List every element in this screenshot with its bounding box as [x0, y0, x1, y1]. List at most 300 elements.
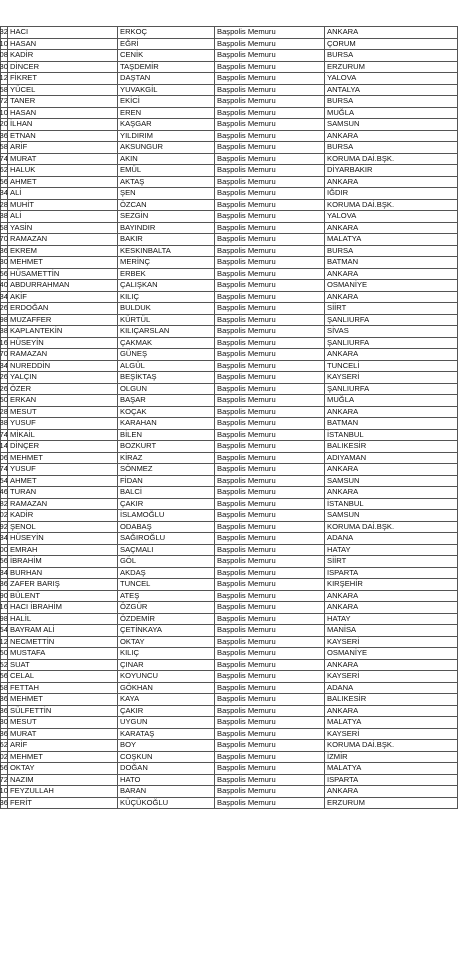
last-name-cell: TUNCEL	[118, 579, 215, 591]
row-number-cell	[1, 107, 8, 119]
unit-cell: BURSA	[325, 50, 458, 62]
rank-cell: Başpolis Memuru	[215, 406, 325, 418]
unit-cell: BALIKESİR	[325, 694, 458, 706]
rank-cell: Başpolis Memuru	[215, 648, 325, 660]
rank-cell: Başpolis Memuru	[215, 73, 325, 85]
table-row	[1, 567, 458, 579]
row-number-cell	[1, 510, 8, 522]
last-name-cell: DAŞTAN	[118, 73, 215, 85]
first-name-cell: KADİR	[8, 510, 118, 522]
first-name-cell: DİNCER	[8, 61, 118, 73]
row-number: 74	[0, 429, 8, 439]
last-name-cell: GÜNEŞ	[118, 349, 215, 361]
first-name-cell: MESUT	[8, 717, 118, 729]
row-number: 28	[0, 199, 8, 209]
unit-cell: IĞDIR	[325, 188, 458, 200]
table-row	[1, 625, 458, 637]
rank-cell: Başpolis Memuru	[215, 763, 325, 775]
row-number-cell	[1, 280, 8, 292]
unit-cell: ŞANLIURFA	[325, 314, 458, 326]
rank-cell: Başpolis Memuru	[215, 349, 325, 361]
unit-cell: ADANA	[325, 533, 458, 545]
row-number-cell	[1, 199, 8, 211]
first-name-cell: DİNÇER	[8, 441, 118, 453]
row-number-cell	[1, 579, 8, 591]
row-number: 20	[0, 119, 8, 129]
rank-cell: Başpolis Memuru	[215, 61, 325, 73]
row-number-cell	[1, 786, 8, 798]
table-row	[1, 705, 458, 717]
last-name-cell: GÖL	[118, 556, 215, 568]
unit-cell: SİİRT	[325, 556, 458, 568]
row-number: 36	[0, 705, 8, 715]
unit-cell: YALOVA	[325, 73, 458, 85]
unit-cell: ANKARA	[325, 590, 458, 602]
last-name-cell: KAYA	[118, 694, 215, 706]
rank-cell: Başpolis Memuru	[215, 291, 325, 303]
first-name-cell: YASİN	[8, 222, 118, 234]
unit-cell: ANKARA	[325, 464, 458, 476]
row-number: 26	[0, 383, 8, 393]
row-number: 56	[0, 763, 8, 773]
last-name-cell: KILIÇ	[118, 291, 215, 303]
unit-cell: OSMANİYE	[325, 648, 458, 660]
unit-cell: SİVAS	[325, 326, 458, 338]
first-name-cell: MİKAİL	[8, 429, 118, 441]
first-name-cell: FEYZULLAH	[8, 786, 118, 798]
unit-cell: ANKARA	[325, 27, 458, 39]
first-name-cell: ARİF	[8, 740, 118, 752]
last-name-cell: ÇAKIR	[118, 498, 215, 510]
rank-cell: Başpolis Memuru	[215, 84, 325, 96]
table-row	[1, 257, 458, 269]
last-name-cell: TAŞDEMİR	[118, 61, 215, 73]
table-row	[1, 694, 458, 706]
last-name-cell: KARATAŞ	[118, 728, 215, 740]
row-number: 06	[0, 452, 8, 462]
first-name-cell: MURAT	[8, 728, 118, 740]
row-number: 56	[0, 268, 8, 278]
rank-cell: Başpolis Memuru	[215, 222, 325, 234]
row-number-cell	[1, 441, 8, 453]
unit-cell: ANKARA	[325, 268, 458, 280]
unit-cell: SAMSUN	[325, 119, 458, 131]
row-number: 46	[0, 487, 8, 497]
rank-cell: Başpolis Memuru	[215, 418, 325, 430]
first-name-cell: RAMAZAN	[8, 234, 118, 246]
unit-cell: ANKARA	[325, 176, 458, 188]
unit-cell: BATMAN	[325, 418, 458, 430]
table-row	[1, 211, 458, 223]
first-name-cell: EMRAH	[8, 544, 118, 556]
table-row	[1, 475, 458, 487]
row-number: 40	[0, 280, 8, 290]
row-number: 62	[0, 740, 8, 750]
table-row	[1, 786, 458, 798]
row-number-cell	[1, 383, 8, 395]
first-name-cell: HASAN	[8, 38, 118, 50]
row-number: 58	[0, 84, 8, 94]
row-number: 30	[0, 61, 8, 71]
table-row	[1, 510, 458, 522]
first-name-cell: MEHMET	[8, 452, 118, 464]
table-row	[1, 613, 458, 625]
table-row	[1, 372, 458, 384]
first-name-cell: MEHMET	[8, 694, 118, 706]
row-number-cell	[1, 360, 8, 372]
row-number-cell	[1, 705, 8, 717]
last-name-cell: AKDAŞ	[118, 567, 215, 579]
first-name-cell: EKREM	[8, 245, 118, 257]
rank-cell: Başpolis Memuru	[215, 544, 325, 556]
row-number: 34	[0, 360, 8, 370]
row-number-cell	[1, 694, 8, 706]
unit-cell: DİYARBAKIR	[325, 165, 458, 177]
table-row	[1, 38, 458, 50]
last-name-cell: EĞRİ	[118, 38, 215, 50]
last-name-cell: ÇINAR	[118, 659, 215, 671]
row-number: 02	[0, 751, 8, 761]
table-row	[1, 636, 458, 648]
row-number: 34	[0, 291, 8, 301]
unit-cell: BURSA	[325, 245, 458, 257]
first-name-cell: HÜSEYİN	[8, 533, 118, 545]
table-row	[1, 222, 458, 234]
first-name-cell: HALİL	[8, 613, 118, 625]
row-number-cell	[1, 648, 8, 660]
rank-cell: Başpolis Memuru	[215, 441, 325, 453]
last-name-cell: EREN	[118, 107, 215, 119]
rank-cell: Başpolis Memuru	[215, 487, 325, 499]
first-name-cell: RAMAZAN	[8, 498, 118, 510]
table-row	[1, 27, 458, 39]
first-name-cell: NUREDDİN	[8, 360, 118, 372]
table-row	[1, 452, 458, 464]
row-number-cell	[1, 625, 8, 637]
table-row	[1, 165, 458, 177]
row-number: 50	[0, 395, 8, 405]
row-number-cell	[1, 740, 8, 752]
rank-cell: Başpolis Memuru	[215, 257, 325, 269]
row-number-cell	[1, 613, 8, 625]
last-name-cell: BAKIR	[118, 234, 215, 246]
first-name-cell: HÜSEYİN	[8, 337, 118, 349]
unit-cell: KAYSERİ	[325, 671, 458, 683]
table-row	[1, 291, 458, 303]
row-number-cell	[1, 556, 8, 568]
rank-cell: Başpolis Memuru	[215, 682, 325, 694]
unit-cell: SİİRT	[325, 303, 458, 315]
rank-cell: Başpolis Memuru	[215, 728, 325, 740]
rank-cell: Başpolis Memuru	[215, 659, 325, 671]
unit-cell: BURSA	[325, 142, 458, 154]
row-number-cell	[1, 717, 8, 729]
unit-cell: ISPARTA	[325, 567, 458, 579]
row-number: 56	[0, 556, 8, 566]
first-name-cell: BURHAN	[8, 567, 118, 579]
row-number-cell	[1, 84, 8, 96]
personnel-table-body	[1, 27, 458, 809]
last-name-cell: BOY	[118, 740, 215, 752]
unit-cell: ANKARA	[325, 349, 458, 361]
row-number-cell	[1, 222, 8, 234]
row-number-cell	[1, 73, 8, 85]
table-row	[1, 326, 458, 338]
table-row	[1, 107, 458, 119]
rank-cell: Başpolis Memuru	[215, 567, 325, 579]
table-row	[1, 533, 458, 545]
row-number: 34	[0, 533, 8, 543]
table-row	[1, 383, 458, 395]
row-number-cell	[1, 521, 8, 533]
row-number-cell	[1, 268, 8, 280]
row-number: 74	[0, 464, 8, 474]
rank-cell: Başpolis Memuru	[215, 153, 325, 165]
table-row	[1, 521, 458, 533]
table-row	[1, 337, 458, 349]
table-row	[1, 234, 458, 246]
last-name-cell: SAÇMALI	[118, 544, 215, 556]
unit-cell: ANKARA	[325, 222, 458, 234]
row-number-cell	[1, 176, 8, 188]
row-number: 26	[0, 303, 8, 313]
row-number: 98	[0, 314, 8, 324]
first-name-cell: ZAFER BARIŞ	[8, 579, 118, 591]
row-number: 36	[0, 728, 8, 738]
row-number-cell	[1, 96, 8, 108]
rank-cell: Başpolis Memuru	[215, 774, 325, 786]
rank-cell: Başpolis Memuru	[215, 211, 325, 223]
table-row	[1, 544, 458, 556]
table-row	[1, 579, 458, 591]
row-number-cell	[1, 326, 8, 338]
row-number: 26	[0, 372, 8, 382]
row-number-cell	[1, 211, 8, 223]
last-name-cell: EMÜL	[118, 165, 215, 177]
row-number-cell	[1, 671, 8, 683]
first-name-cell: FETTAH	[8, 682, 118, 694]
unit-cell: ANKARA	[325, 487, 458, 499]
last-name-cell: KILIÇARSLAN	[118, 326, 215, 338]
row-number-cell	[1, 395, 8, 407]
first-name-cell: RAMAZAN	[8, 349, 118, 361]
rank-cell: Başpolis Memuru	[215, 751, 325, 763]
unit-cell: ANKARA	[325, 786, 458, 798]
row-number-cell	[1, 774, 8, 786]
row-number-cell	[1, 797, 8, 809]
row-number-cell	[1, 349, 8, 361]
row-number-cell	[1, 487, 8, 499]
unit-cell: ANKARA	[325, 659, 458, 671]
last-name-cell: YILDIRIM	[118, 130, 215, 142]
unit-cell: KORUMA DAİ.BŞK.	[325, 740, 458, 752]
rank-cell: Başpolis Memuru	[215, 165, 325, 177]
first-name-cell: YALÇIN	[8, 372, 118, 384]
row-number: 38	[0, 211, 8, 221]
unit-cell: KAYSERİ	[325, 372, 458, 384]
row-number: 16	[0, 337, 8, 347]
row-number: 56	[0, 671, 8, 681]
last-name-cell: ATEŞ	[118, 590, 215, 602]
last-name-cell: AKIN	[118, 153, 215, 165]
row-number: 58	[0, 142, 8, 152]
last-name-cell: KARAHAN	[118, 418, 215, 430]
row-number: 34	[0, 188, 8, 198]
last-name-cell: ÖZDEMİR	[118, 613, 215, 625]
table-row	[1, 487, 458, 499]
row-number-cell	[1, 763, 8, 775]
last-name-cell: CENİK	[118, 50, 215, 62]
unit-cell: MALATYA	[325, 763, 458, 775]
row-number-cell	[1, 475, 8, 487]
table-row	[1, 395, 458, 407]
last-name-cell: COŞKUN	[118, 751, 215, 763]
unit-cell: MUĞLA	[325, 395, 458, 407]
row-number-cell	[1, 61, 8, 73]
rank-cell: Başpolis Memuru	[215, 602, 325, 614]
row-number: 10	[0, 107, 8, 117]
table-row	[1, 659, 458, 671]
table-row	[1, 728, 458, 740]
row-number: 10	[0, 38, 8, 48]
rank-cell: Başpolis Memuru	[215, 360, 325, 372]
unit-cell: HATAY	[325, 613, 458, 625]
rank-cell: Başpolis Memuru	[215, 337, 325, 349]
row-number-cell	[1, 188, 8, 200]
table-row	[1, 751, 458, 763]
first-name-cell: YUSUF	[8, 464, 118, 476]
row-number-cell	[1, 303, 8, 315]
rank-cell: Başpolis Memuru	[215, 303, 325, 315]
last-name-cell: BAYINDIR	[118, 222, 215, 234]
unit-cell: TUNCELİ	[325, 360, 458, 372]
rank-cell: Başpolis Memuru	[215, 395, 325, 407]
rank-cell: Başpolis Memuru	[215, 590, 325, 602]
rank-cell: Başpolis Memuru	[215, 797, 325, 809]
rank-cell: Başpolis Memuru	[215, 625, 325, 637]
rank-cell: Başpolis Memuru	[215, 383, 325, 395]
last-name-cell: ÇAKIR	[118, 705, 215, 717]
table-row	[1, 61, 458, 73]
last-name-cell: YUVAKGİL	[118, 84, 215, 96]
row-number-cell	[1, 464, 8, 476]
last-name-cell: ÇALIŞKAN	[118, 280, 215, 292]
table-row	[1, 176, 458, 188]
unit-cell: ANKARA	[325, 602, 458, 614]
first-name-cell: ŞENOL	[8, 521, 118, 533]
row-number-cell	[1, 245, 8, 257]
first-name-cell: BAYRAM ALİ	[8, 625, 118, 637]
row-number-cell	[1, 498, 8, 510]
table-row	[1, 717, 458, 729]
first-name-cell: FERİT	[8, 797, 118, 809]
last-name-cell: ERBEK	[118, 268, 215, 280]
rank-cell: Başpolis Memuru	[215, 498, 325, 510]
last-name-cell: KÜÇÜKOĞLU	[118, 797, 215, 809]
row-number: 36	[0, 579, 8, 589]
row-number: 38	[0, 418, 8, 428]
last-name-cell: UYGUN	[118, 717, 215, 729]
row-number: 56	[0, 176, 8, 186]
row-number: 72	[0, 96, 8, 106]
table-row	[1, 498, 458, 510]
last-name-cell: GÖKHAN	[118, 682, 215, 694]
unit-cell: MANİSA	[325, 625, 458, 637]
row-number-cell	[1, 567, 8, 579]
rank-cell: Başpolis Memuru	[215, 579, 325, 591]
first-name-cell: OKTAY	[8, 763, 118, 775]
row-number-cell	[1, 291, 8, 303]
first-name-cell: NECMETTİN	[8, 636, 118, 648]
table-row	[1, 797, 458, 809]
row-number-cell	[1, 682, 8, 694]
last-name-cell: BULDUK	[118, 303, 215, 315]
table-row	[1, 188, 458, 200]
unit-cell: ERZURUM	[325, 61, 458, 73]
first-name-cell: TANER	[8, 96, 118, 108]
rank-cell: Başpolis Memuru	[215, 268, 325, 280]
rank-cell: Başpolis Memuru	[215, 199, 325, 211]
rank-cell: Başpolis Memuru	[215, 96, 325, 108]
row-number-cell	[1, 406, 8, 418]
row-number-cell	[1, 27, 8, 39]
row-number: 58	[0, 222, 8, 232]
row-number: 38	[0, 326, 8, 336]
rank-cell: Başpolis Memuru	[215, 188, 325, 200]
row-number: 12	[0, 73, 8, 83]
unit-cell: BALIKESİR	[325, 441, 458, 453]
row-number: 70	[0, 234, 8, 244]
unit-cell: ÇORUM	[325, 38, 458, 50]
first-name-cell: CELAL	[8, 671, 118, 683]
first-name-cell: İBRAHİM	[8, 556, 118, 568]
row-number-cell	[1, 50, 8, 62]
last-name-cell: BARAN	[118, 786, 215, 798]
last-name-cell: KOYUNCU	[118, 671, 215, 683]
row-number-cell	[1, 165, 8, 177]
last-name-cell: SEZGİN	[118, 211, 215, 223]
row-number-cell	[1, 418, 8, 430]
row-number: 30	[0, 717, 8, 727]
row-number: 34	[0, 567, 8, 577]
row-number: 52	[0, 659, 8, 669]
table-row	[1, 50, 458, 62]
row-number-cell	[1, 590, 8, 602]
unit-cell: SAMSUN	[325, 510, 458, 522]
unit-cell: YALOVA	[325, 211, 458, 223]
first-name-cell: MUHİT	[8, 199, 118, 211]
rank-cell: Başpolis Memuru	[215, 372, 325, 384]
unit-cell: KORUMA DAİ.BŞK.	[325, 199, 458, 211]
last-name-cell: KİRAZ	[118, 452, 215, 464]
table-row	[1, 142, 458, 154]
last-name-cell: SÖNMEZ	[118, 464, 215, 476]
table-row	[1, 349, 458, 361]
first-name-cell: ERDOĞAN	[8, 303, 118, 315]
unit-cell: OSMANİYE	[325, 280, 458, 292]
first-name-cell: HASAN	[8, 107, 118, 119]
rank-cell: Başpolis Memuru	[215, 50, 325, 62]
row-number: 58	[0, 682, 8, 692]
unit-cell: ŞANLIURFA	[325, 337, 458, 349]
table-row	[1, 418, 458, 430]
row-number-cell	[1, 728, 8, 740]
unit-cell: ADIYAMAN	[325, 452, 458, 464]
table-row	[1, 73, 458, 85]
rank-cell: Başpolis Memuru	[215, 521, 325, 533]
row-number: 54	[0, 625, 8, 635]
row-number-cell	[1, 119, 8, 131]
